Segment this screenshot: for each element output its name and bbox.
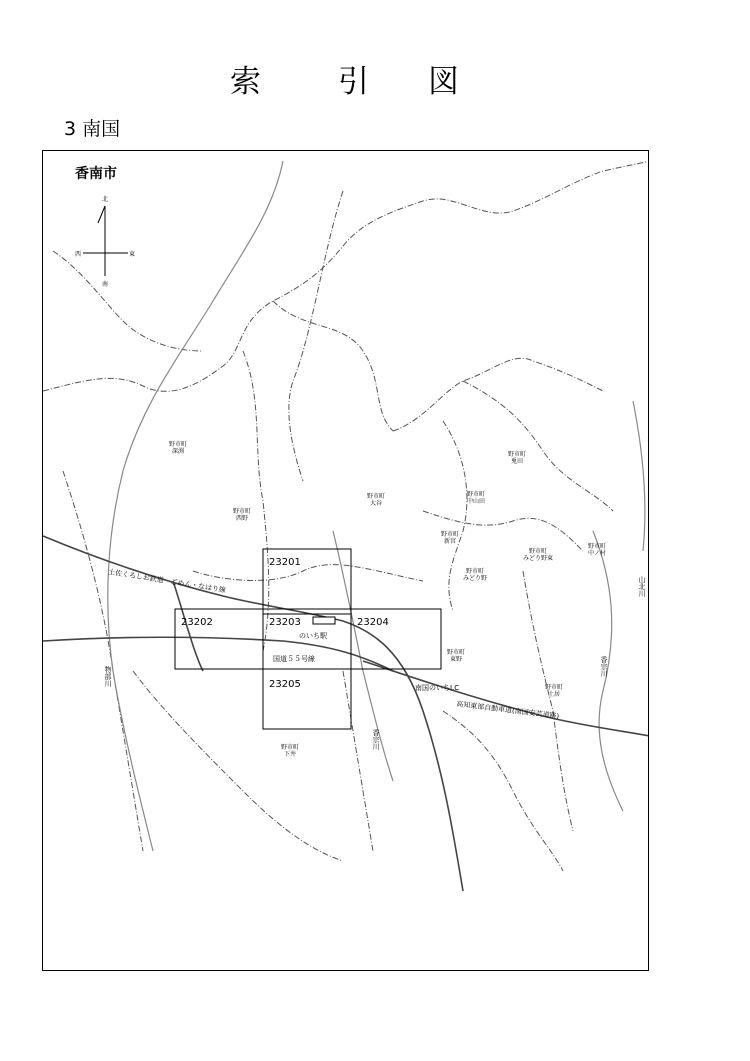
district-nakanomura: 野市町 中ノ村 <box>588 543 607 557</box>
district-higashino: 野市町 東野 <box>447 649 466 663</box>
district-saino: 野市町 西野 <box>233 508 252 522</box>
map-canvas <box>43 151 649 971</box>
compass-north: 北 <box>102 196 109 203</box>
expressway-label: 高知東部自動車道(南国安芸道路) <box>455 699 560 721</box>
district-shingu: 野市町 新宮 <box>441 531 460 545</box>
district-dobo: 野市町 土居 <box>545 684 564 698</box>
grid-label-23202[interactable]: 23202 <box>181 617 213 628</box>
district-midorinohigashi: 野市町 みどり野東 <box>523 548 554 562</box>
compass-west: 西 <box>75 251 82 258</box>
river-label-left: 物部川 <box>104 666 112 687</box>
district-yoshikawa: 野市町 兎田 <box>508 451 527 465</box>
index-map <box>42 150 649 971</box>
title-char-3: 図 <box>428 64 459 100</box>
compass-south: 南 <box>102 281 109 288</box>
grid-label-23201[interactable]: 23201 <box>269 557 301 568</box>
compass-east: 東 <box>129 251 136 258</box>
district-shimobe: 野市町 下井 <box>281 744 300 758</box>
district-boundaries <box>43 161 649 871</box>
river-label-right-1: 山北川 <box>638 576 646 597</box>
district-nakayamada: 野市町 中山田 <box>467 491 486 505</box>
river-label-mid: 香宗川 <box>372 729 380 750</box>
interchange-label: 南国のいちI.C <box>415 684 460 692</box>
grid-label-23205[interactable]: 23205 <box>269 679 301 690</box>
river-label-right-2: 香宗川 <box>600 656 608 677</box>
railway-label: 土佐くろしお鉄道 ごめん・なはり線 <box>107 567 227 595</box>
title-char-1: 索 <box>230 64 261 100</box>
district-fukabuchi: 野市町 深渕 <box>169 441 188 455</box>
station-marker <box>313 617 335 624</box>
title-char-2: 引 <box>338 64 369 100</box>
grid-label-23204[interactable]: 23204 <box>357 617 389 628</box>
route55-label: 国道５５号線 <box>273 655 315 663</box>
compass-cross <box>83 206 128 276</box>
city-name: 香南市 <box>75 166 117 182</box>
district-midorino: 野市町 みどり野 <box>463 568 488 582</box>
grid-label-23203[interactable]: 23203 <box>269 617 301 628</box>
page-title <box>0 62 750 106</box>
grid-box-23205 <box>263 669 351 729</box>
section-subtitle: 3 南国 <box>64 118 121 140</box>
district-ootani: 野市町 大谷 <box>367 493 386 507</box>
station-label: のいち駅 <box>299 632 327 640</box>
